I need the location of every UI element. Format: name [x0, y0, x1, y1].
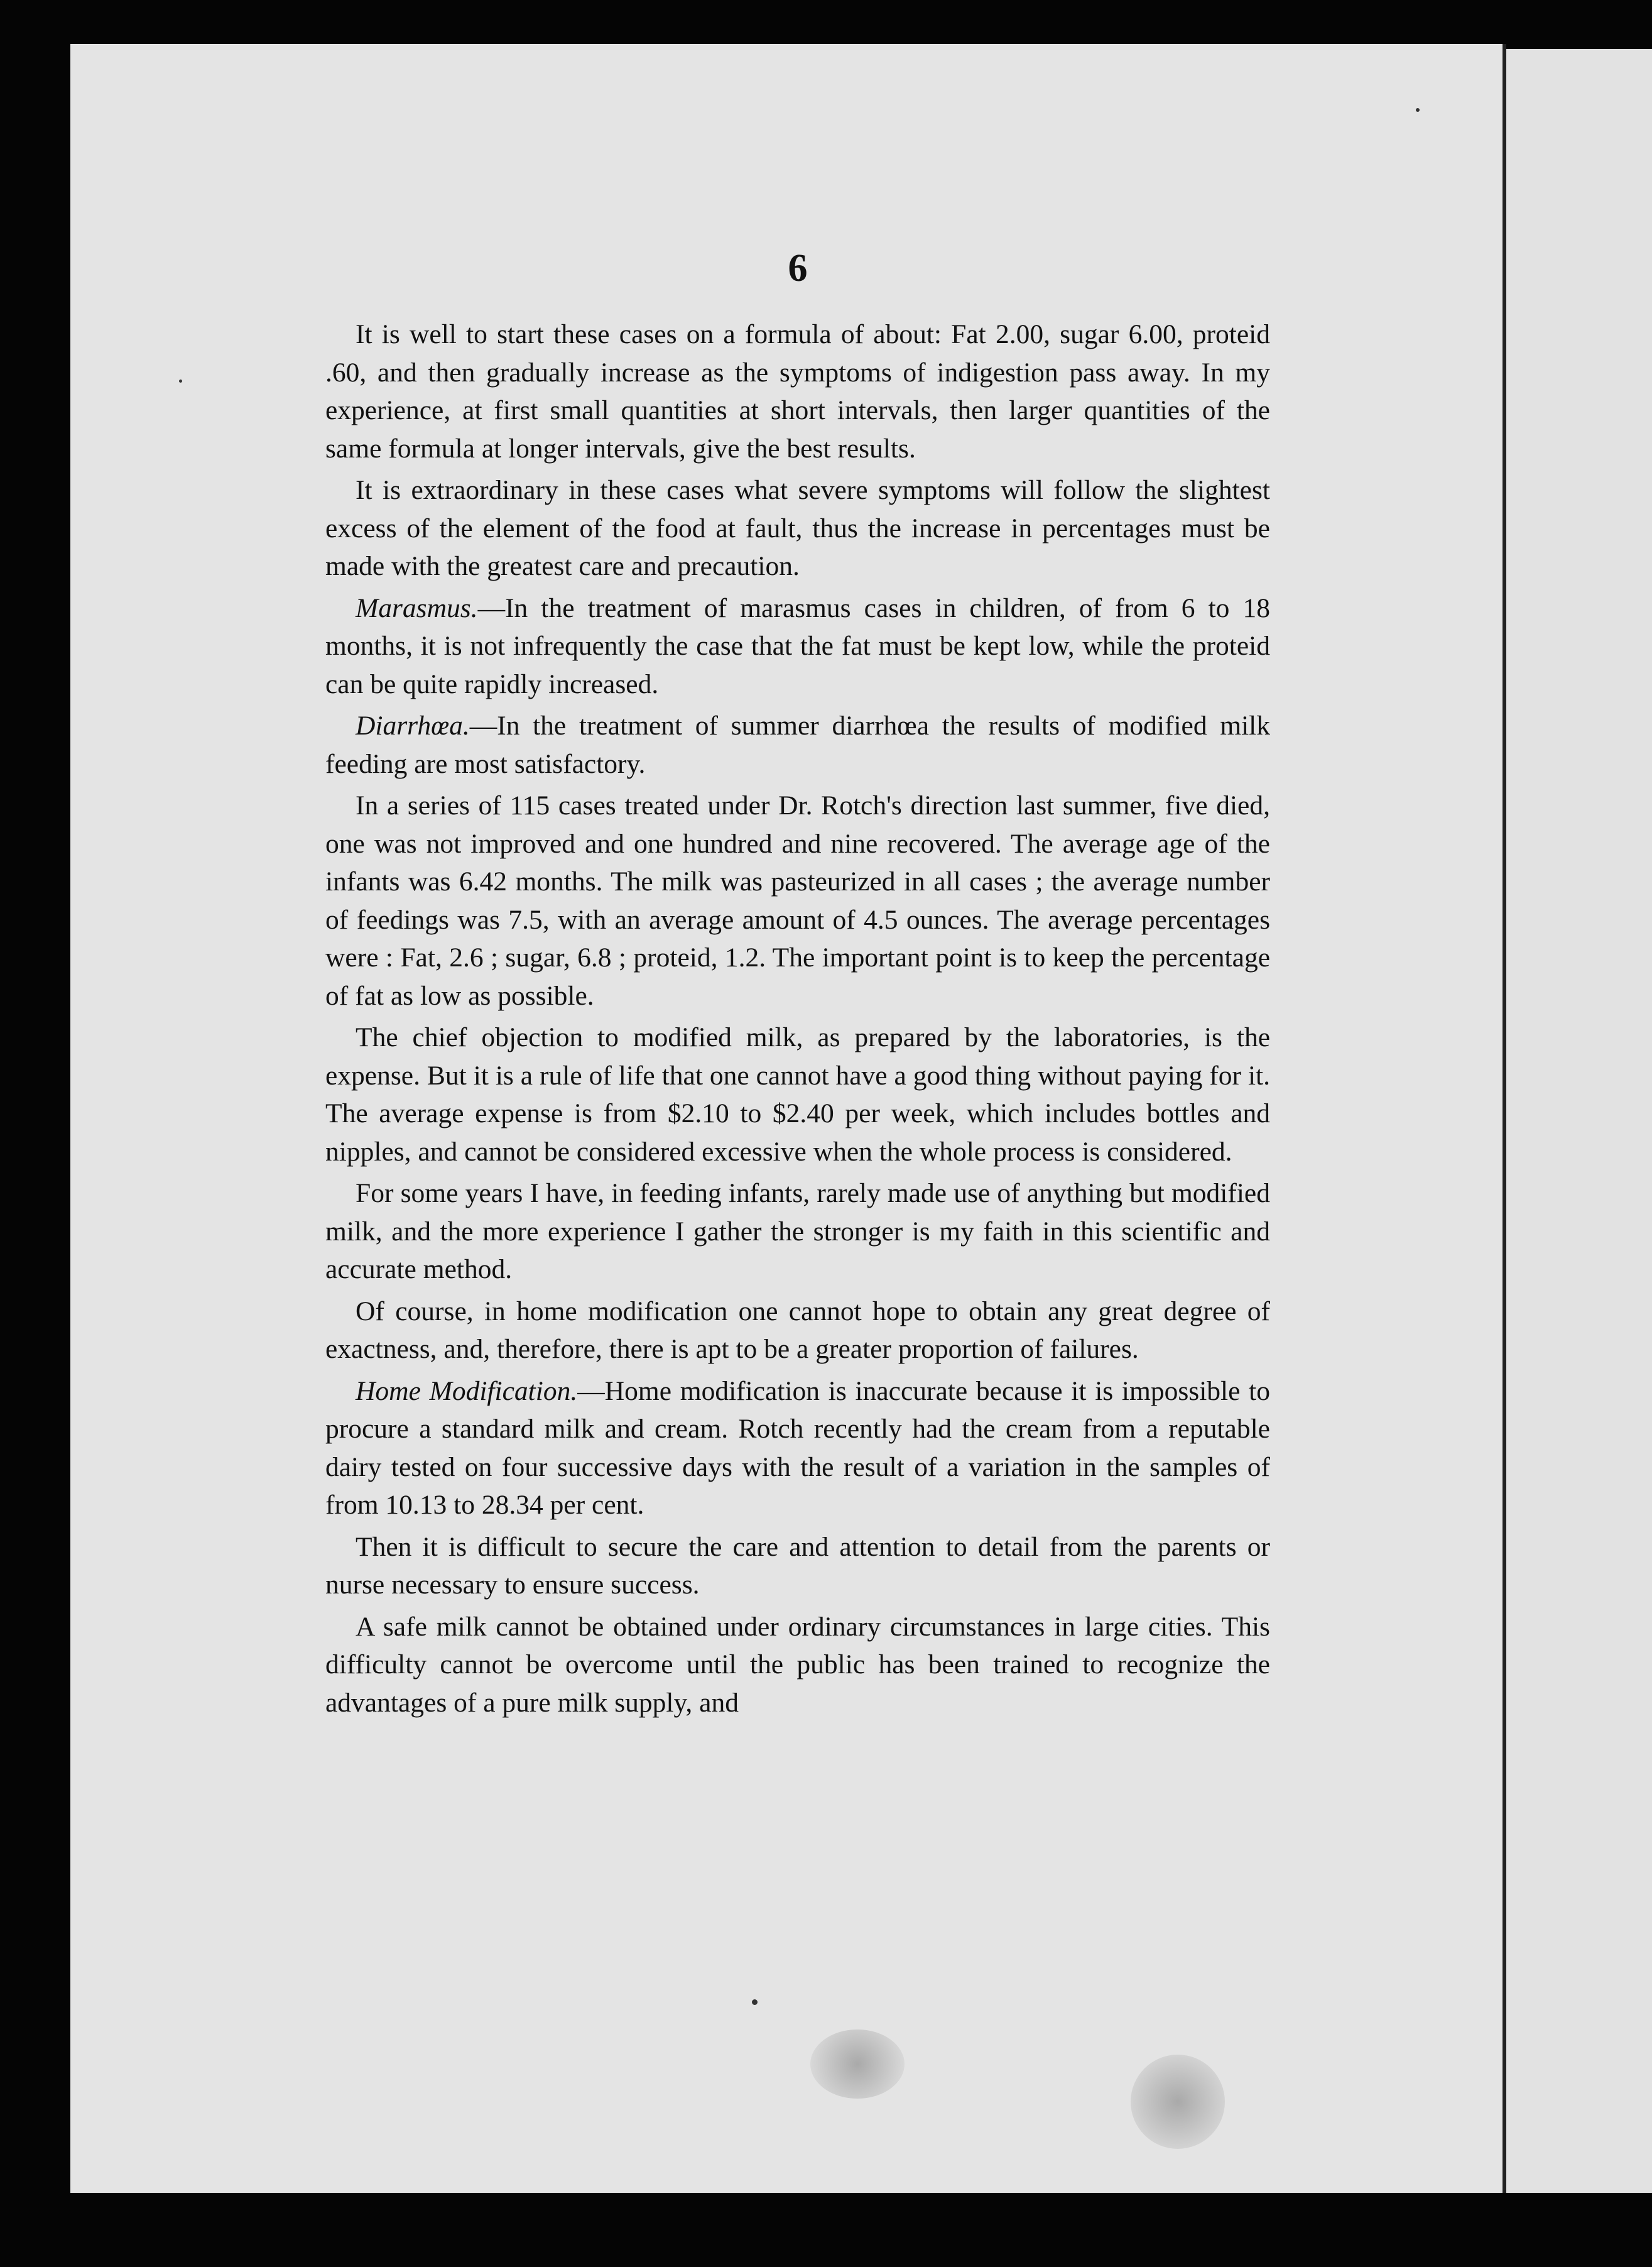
- paragraph-text: Of course, in home modification one cannot hope to obtain any great degree of exactness, and, therefore, there is apt to be a greater proportion of failures.: [325, 1296, 1270, 1364]
- body-text: [325, 315, 1270, 1725]
- paragraph-diarrhoea: [325, 707, 1270, 783]
- scan-speck: [179, 380, 182, 383]
- paragraph: [325, 1019, 1270, 1171]
- paragraph-text: —Home modification is inaccurate because it is impossible to procure a standard milk and cream. Rotch recently had the cream from a reputable dairy tested on four successive days with the result of a variation in the samples of from 10.13 to 28.34 per cent.: [325, 1375, 1271, 1520]
- paragraph-text: —In the treatment of summer diarrhœa the results of modified milk feeding are most satisfactory.: [325, 711, 1270, 779]
- paragraph: [325, 471, 1270, 586]
- scan-speck: [752, 1999, 758, 2005]
- paragraph: [325, 315, 1270, 467]
- paragraph: [325, 1292, 1270, 1368]
- facing-page-edge: [1506, 49, 1652, 2193]
- paragraph-text: —In the treatment of marasmus cases in children, of from 6 to 18 months, it is not infrequently the case that the fat must be kept low, while the proteid can be quite rapidly increased.: [325, 593, 1270, 699]
- paragraph: [325, 1608, 1270, 1722]
- paragraph-text: For some years I have, in feeding infants, rarely made use of anything but modified milk, and the more experience I gather the stronger is my faith in this scientific and accurate method.: [325, 1178, 1270, 1284]
- paragraph-text: It is extraordinary in these cases what severe symptoms will follow the slightest excess of the element of the food at fault, thus the increase in percentages must be made with the greatest care and precaution.: [325, 475, 1270, 581]
- paragraph-lead: Marasmus.: [356, 593, 478, 623]
- paragraph: [325, 787, 1270, 1015]
- scan-smudge: [1131, 2055, 1225, 2149]
- paragraph-lead: Home Modification.: [356, 1375, 578, 1406]
- page-number: 6: [788, 247, 808, 290]
- paragraph-marasmus: [325, 589, 1270, 704]
- paragraph-text: Then it is difficult to secure the care and attention to detail from the parents or nurse necessary to ensure success.: [325, 1531, 1270, 1600]
- paragraph-text: In a series of 115 cases treated under Dr. Rotch's direction last summer, five died, one was not improved and one hundred and nine recovered. The average age of the infants was 6.42 months. The milk was pasteurized in all cases ; the average number of feedings was 7.5, with an average amount of 4.5 ounces. The average percentages were : Fat, 2.6 ; sugar, 6.8 ; proteid, 1.2. The important point is to keep the percentage of fat as low as possible.: [325, 790, 1270, 1011]
- scan-smudge: [810, 2029, 905, 2099]
- scan-speck: [1416, 108, 1420, 112]
- paragraph: [325, 1528, 1270, 1604]
- paragraph-text: It is well to start these cases on a formula of about: Fat 2.00, sugar 6.00, proteid .60, and then gradually increase as the symptoms of indigestion pass away. In my experience, at first small quantities at short intervals, then larger quantities of the same formula at longer intervals, give the best results.: [325, 319, 1270, 464]
- paragraph-text: A safe milk cannot be obtained under ordinary circumstances in large cities. This difficulty cannot be overcome until the public has been trained to recognize the advantages of a pure milk supply, and: [325, 1611, 1270, 1718]
- paragraph-home-modification: [325, 1372, 1270, 1524]
- paragraph-lead: Diarrhœa.: [356, 711, 470, 741]
- paragraph: [325, 1174, 1270, 1289]
- paragraph-text: The chief objection to modified milk, as prepared by the laboratories, is the expense. But it is a rule of life that one cannot have a good thing without paying for it. The average expense is from $2.10 to $2.40 per week, which includes bottles and nipples, and cannot be considered excessive when the whole process is considered.: [325, 1022, 1270, 1167]
